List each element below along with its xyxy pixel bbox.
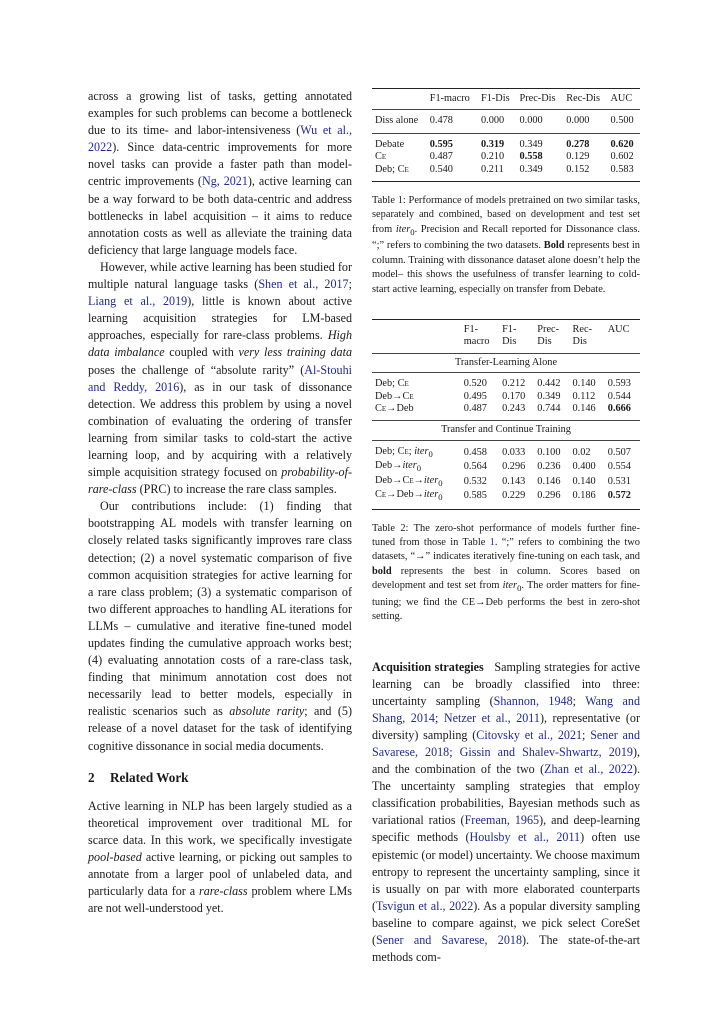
- table-cell: 0.620: [610, 138, 634, 150]
- table-cell: 0.458: [463, 446, 487, 458]
- citation-link[interactable]: Liang et al., 2019: [88, 294, 188, 309]
- citation-link[interactable]: Netzer et al., 2011: [443, 710, 540, 725]
- citation-link[interactable]: Freeman, 1965: [464, 813, 540, 828]
- emphasis: pool-based: [88, 849, 142, 864]
- table-cell: 0.349: [519, 163, 543, 175]
- table-cell: 0.500: [608, 110, 641, 133]
- table-row: [372, 489, 640, 509]
- table-cell: 0.666: [607, 402, 631, 414]
- emphasis: High data imbalance: [88, 328, 352, 360]
- table-cell: 0.146: [537, 475, 561, 487]
- related-work-paragraph: Active learning in NLP has been largely studied as a theoretical improvement over traditional ML for scarce data. In this work, we specifically investigate pool-based active learning, or picking out samples to annotate from a larger pool of unlabeled data, and particularly data for a rare-class problem where LMs are not well-understood yet.: [88, 798, 352, 916]
- header-cell: F1-macro: [427, 89, 478, 110]
- table-1-body: [372, 110, 640, 182]
- citation-link[interactable]: Al-Stouhi and Reddy, 2016: [88, 362, 352, 394]
- row-label: Ce: [375, 151, 387, 163]
- row-label: Ce→Deb: [375, 402, 414, 414]
- table-cell: 0.000: [478, 110, 517, 133]
- table-row: [372, 391, 640, 403]
- row-label: Deb; Ce: [375, 163, 409, 175]
- row-label: Debate: [375, 138, 405, 150]
- citation-link[interactable]: Tsvigun et al., 2022: [376, 898, 474, 913]
- row-label: Deb→iter$_0$: [375, 460, 422, 474]
- table-cell: 0.140: [572, 378, 596, 390]
- emphasis: very less training data: [238, 345, 352, 360]
- row-label: Deb→Ce: [375, 390, 414, 402]
- intro-paragraph-continued: across a growing list of tasks, getting annotated examples for such problems can become a bottleneck due to its time- and labor-intensiveness (Wu et al., 2022). Since data-centric improvements for more novel tasks can provide a faster path than model-centric improvements (Ng, 2021), active learning can be a way forward to be both data-centric and address bottlenecks in label acquisition – it aims to reduce annotation costs as well as alleviate the training data deficiency that large language models face.: [88, 89, 352, 257]
- citation-link[interactable]: Zhan et al., 2022: [544, 762, 633, 777]
- table-2-wrapper: [372, 319, 640, 510]
- table-cell: 0.319: [480, 138, 505, 150]
- header-cell: [372, 319, 461, 353]
- table-cell: 0.129: [566, 151, 590, 163]
- header-cell: F1- Dis: [499, 319, 534, 353]
- table-row: [372, 475, 640, 489]
- section-title: Related Work: [110, 769, 189, 785]
- header-cell: F1-Dis: [478, 89, 517, 110]
- table-cell: 0.000: [563, 110, 607, 133]
- contributions-paragraph: Our contributions include: (1) finding that bootstrapping AL models with transfer learning on closely related tasks significantly improves rare class detection; (2) a novel systematic comparison of five common acquisition strategies for active learning for a rare class problem; (3) a systematic comparison of two different approaches to handling AL iterations for LLMs – cumulative and iterative fine-tuned model updates finding the cumulative approach works best; (4) evaluating annotation costs of a rare-class task, finding that minimum annotation cost does not necessarily lead to better models, especially in realistic scenarios such as absolute rarity; and (5) release of a novel dataset for the task of identifying cognitive dissonance in social media documents.: [88, 499, 352, 753]
- emphasis: absolute rarity: [229, 704, 305, 719]
- table-cell: 0.595: [429, 138, 453, 150]
- table-cell: 0.229: [502, 490, 526, 502]
- table-cell: 0.100: [537, 446, 561, 458]
- table-row: [372, 403, 640, 421]
- table-cell: 0.143: [502, 475, 526, 487]
- table-cell: 0.033: [502, 446, 526, 458]
- row-label: Ce→Deb→iter$_0$: [375, 489, 443, 503]
- table-cell: 0.520: [463, 378, 487, 390]
- table-cell: 0.544: [607, 390, 631, 402]
- table-cell: 0.000: [516, 110, 563, 133]
- header-cell: Prec- Dis: [534, 319, 569, 353]
- table-row: [372, 440, 640, 460]
- table-cell: 0.170: [502, 390, 526, 402]
- table-cell: 0.400: [572, 461, 596, 473]
- citation-link[interactable]: Gissin and Shalev-Shwartz, 2019: [459, 745, 633, 759]
- table-cell: 0.210: [480, 151, 505, 163]
- table-cell: 0.583: [610, 163, 634, 175]
- table-cell: 0.572: [607, 490, 631, 502]
- table-cell: 0.531: [607, 475, 631, 487]
- table-header-row: [372, 89, 640, 110]
- table-cell: 0.602: [610, 151, 634, 163]
- row-label: Diss alone: [372, 110, 427, 133]
- table-section-header: [372, 353, 640, 372]
- left-column: [88, 88, 352, 917]
- table-cell: 0.140: [572, 475, 596, 487]
- section-number: 2: [88, 769, 95, 785]
- table-header-row: [372, 319, 640, 353]
- table-cell: 0.593: [607, 378, 631, 390]
- table-row: [372, 110, 640, 133]
- table-cell: 0.495: [463, 390, 487, 402]
- table-cell: 0.478: [427, 110, 478, 133]
- table-row: [372, 151, 640, 163]
- table-cell: 0.296: [537, 490, 561, 502]
- table-reference-link[interactable]: 1: [489, 537, 495, 549]
- table-cell: 0.296: [502, 461, 526, 473]
- citation-link[interactable]: Wu et al., 2022: [88, 123, 352, 155]
- table-cell: 0.532: [463, 475, 487, 487]
- header-cell: AUC: [608, 89, 641, 110]
- header-cell: AUC: [605, 319, 640, 353]
- table-row: [372, 460, 640, 474]
- row-label: Deb; Ce; iter$_0$: [375, 445, 433, 459]
- table-cell: 0.349: [519, 138, 543, 150]
- table-cell: 0.349: [537, 390, 561, 402]
- citation-link[interactable]: Sener and Savarese, 2018: [372, 727, 640, 759]
- table-section-header: [372, 421, 640, 440]
- right-column: [372, 88, 640, 966]
- table-cell: 0.112: [572, 390, 596, 402]
- table-cell: 0.212: [502, 378, 526, 390]
- table-cell: 0.152: [566, 163, 590, 175]
- emphasis: probability-of-rare-class: [88, 465, 352, 497]
- table-row: [372, 164, 640, 182]
- table-cell: 0.487: [463, 402, 487, 414]
- table-cell: 0.243: [502, 402, 526, 414]
- section-title: Transfer-Learning Alone: [372, 353, 640, 372]
- table-cell: 0.02: [572, 446, 591, 458]
- table-cell: 0.186: [572, 490, 596, 502]
- table-row: [372, 373, 640, 391]
- table-cell: 0.442: [537, 378, 561, 390]
- citation-link[interactable]: Citovsky et al., 2021: [476, 727, 583, 742]
- citation-link[interactable]: Shen et al., 2017: [258, 277, 349, 292]
- table-cell: 0.540: [429, 163, 453, 175]
- citation-link[interactable]: Shannon, 1948: [493, 693, 573, 708]
- table-cell: 0.487: [429, 151, 453, 163]
- table-cell: 0.558: [519, 151, 543, 163]
- table-cell: 0.146: [572, 402, 596, 414]
- table-1-caption: Table 1: Performance of models pretrained on two similar tasks, separately and combined, based on development and test set from iter$_0$. Precision and Recall reported for Dissonance class. “;” refers to combining the two datasets. Bold represents best in column. Training with dissonance dataset alone doesn’t help the model– this shows the usefulness of transfer learning to cold-start active learning, especially on transfer from Debate.: [372, 195, 641, 295]
- header-cell: F1- macro: [461, 319, 499, 353]
- citation-link[interactable]: Sener and Savarese, 2018: [376, 933, 522, 948]
- table-cell: 0.211: [480, 163, 504, 175]
- section-heading-related-work: [88, 769, 352, 786]
- table-cell: 0.564: [463, 461, 487, 473]
- table-cell: 0.554: [607, 461, 631, 473]
- header-cell: Rec- Dis: [570, 319, 605, 353]
- table-2-body: [372, 353, 640, 509]
- paragraph-heading: Acquisition strategies: [372, 659, 484, 674]
- table-1: [372, 88, 640, 182]
- intro-paragraph-however: However, while active learning has been studied for multiple natural language tasks (Shen et al., 2017; Liang et al., 2019), little is known about active learning acquisition strategies for LM-based approaches, especially for rare-class problems. High data imbalance coupled with very less training data poses the challenge of “absolute rarity” (Al-Stouhi and Reddy, 2016), as in our task of dissonance detection. We address this problem by using a novel combination of evaluating the ordering of transfer learning from similar tasks to cold-start the active learning loop, and by acquiring with a relatively simple acquisition strategy focused on probability-of-rare-class (PRC) to increase the rare class samples.: [88, 259, 352, 497]
- table-cell: 0.278: [566, 138, 590, 150]
- citation-link[interactable]: Wang and Shang, 2014: [372, 693, 640, 725]
- acquisition-strategies-paragraph: Acquisition strategies Sampling strategies for active learning can be broadly classified into three: uncertainty sampling (Shannon, 1948; Wang and Shang, 2014; Netzer et al., 2011), representative (or diversity) sampling (Citovsky et al., 2021; Sener and Savarese, 2018; Gissin and Shalev-Shwartz, 2019), and the combination of the two (Zhan et al., 2022). The uncertainty sampling strategies that employ classification probabilities, Bayesian methods such as variational ratios (Freeman, 1965), and deep-learning specific methods (Houlsby et al., 2011) often use epistemic (or model) uncertainty. We choose maximum entropy to represent the uncertainty sampling, since it is usually on par with more elaborated counterparts (Tsvigun et al., 2022). As a popular diversity sampling baseline to compare against, we pick select CoreSet (Sener and Savarese, 2018). The state-of-the-art methods com-: [372, 659, 641, 965]
- row-label: Deb; Ce: [375, 378, 409, 390]
- header-cell: [372, 89, 427, 110]
- table-row: [372, 133, 640, 151]
- header-cell: Prec-Dis: [516, 89, 563, 110]
- citation-link[interactable]: Houlsby et al., 2011: [469, 830, 581, 845]
- table-cell: 0.507: [607, 446, 631, 458]
- emphasis: rare-class: [198, 884, 248, 899]
- table-cell: 0.744: [537, 402, 561, 414]
- table-cell: 0.585: [463, 490, 487, 502]
- header-cell: Rec-Dis: [563, 89, 607, 110]
- table-2: [372, 319, 640, 510]
- table-cell: 0.236: [537, 461, 561, 473]
- citation-link[interactable]: Ng, 2021: [201, 174, 248, 189]
- section-title: Transfer and Continue Training: [372, 421, 640, 440]
- row-label: Deb→Ce→iter$_0$: [375, 474, 443, 488]
- table-2-caption: Table 2: The zero-shot performance of models further fine-tuned from those in Table 1. “;” refers to combining the two datasets, “→” indicates iteratively fine-tuning on each task, and bold represents the best in column. Scores based on development and test set from iter$_0$. The order matters for fine-tuning; we find the CE→Deb performs the best in zero-shot setting.: [372, 522, 640, 623]
